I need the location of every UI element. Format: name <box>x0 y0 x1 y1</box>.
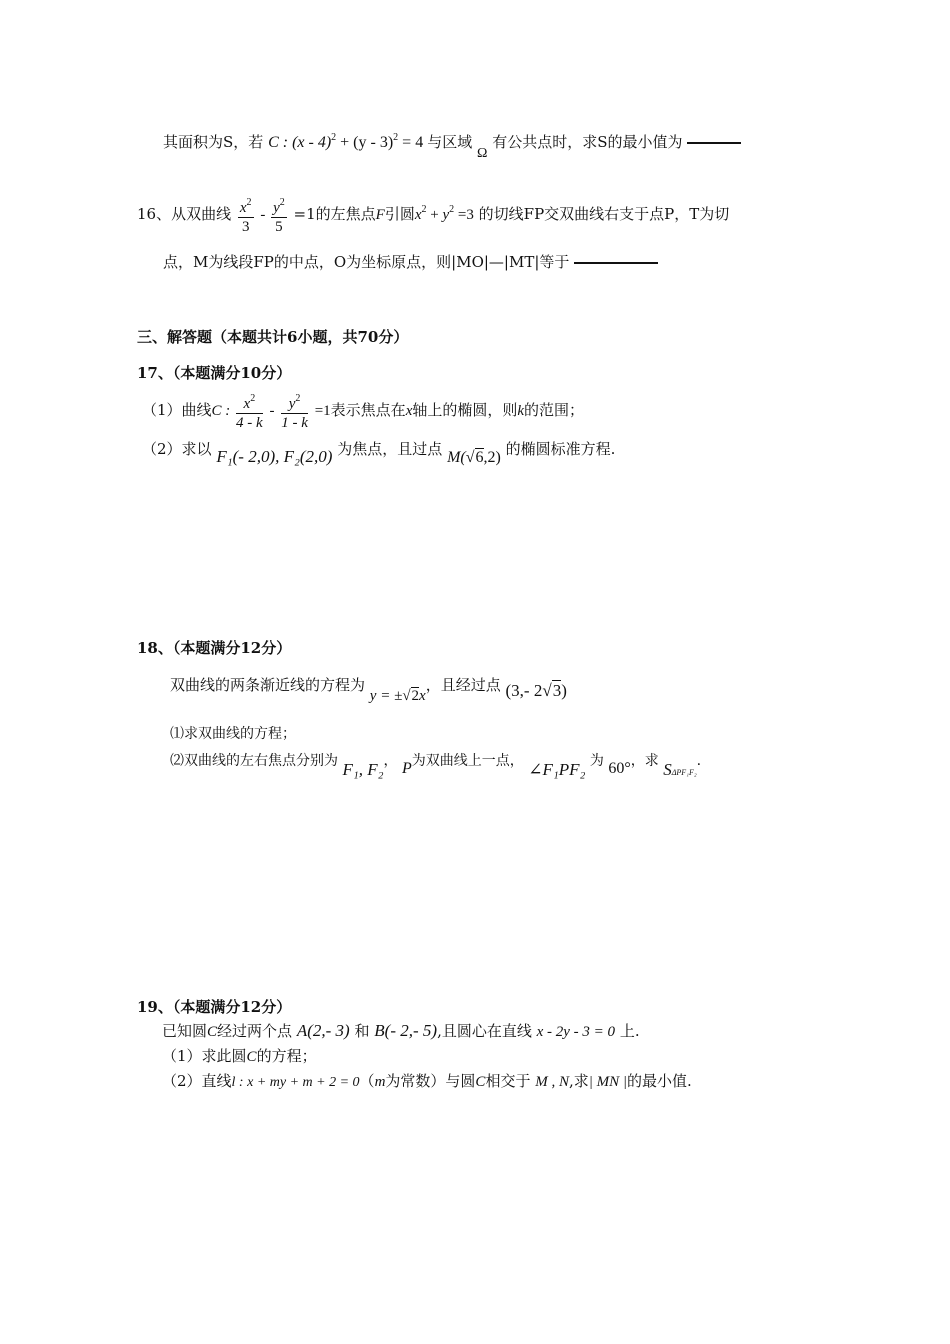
area-expression: SΔPF₁F₂ <box>663 760 697 779</box>
q16-line2: 点，M为线段FP的中点，O为坐标原点，则|MO|—|MT|等于 <box>163 251 658 273</box>
point-expression: (3,- 2√3) <box>505 681 567 700</box>
q18-part2: ⑵双曲线的左右焦点分别为 F₁, F₂， P为双曲线上一点， ∠F₁PF₂ 为 60°，求 SΔPF₁F₂. <box>170 753 702 779</box>
q18-intro: 双曲线的两条渐近线的方程为 y = ±√2x，且经过点 (3,- 2√3) <box>170 676 567 704</box>
circle-equation: C : (x - 4)$^2$ + (y - 3)$^2$ = 4 <box>268 132 424 151</box>
foci-expression: F₁(- 2,0), F₂(2,0) <box>216 447 333 466</box>
q19-header: 19、（本题满分12分） <box>137 998 292 1016</box>
q19-intro: 已知圆C经过两个点 A(2,- 3) 和 B(- 2,- 5),且圆心在直线 x - 2y - 3 = 0 上. <box>162 1021 640 1040</box>
point-M: M(√6,2) <box>447 449 501 466</box>
q19-part1: （1）求此圆C的方程； <box>162 1047 317 1065</box>
q18-part1: ⑴求双曲线的方程； <box>170 726 296 742</box>
answer-blank <box>574 262 658 264</box>
omega-symbol: Ω <box>477 146 488 161</box>
q18-header: 18、（本题满分12分） <box>137 639 292 657</box>
fraction-y2-5: $\frac{y^2}{5}$ <box>271 194 287 236</box>
q16-line1: 16、从双曲线 $\frac{x^2}{3}$ - $\frac{y^2}{5}$ =1的左焦点F引圆$x^2 + y^2 =3$ 的切线FP交双曲线右支于点P，T为切 <box>137 190 729 236</box>
fraction-x2-4-k: $\frac{x^2}{4 - k}$ <box>236 390 263 432</box>
fraction-x2-3: $\frac{x^2}{3}$ <box>238 194 254 236</box>
section-title: 三、解答题（本题共计6小题，共70分） <box>137 328 409 346</box>
asymptote-equation: y = ±√2x <box>369 688 426 704</box>
answer-blank <box>687 142 741 144</box>
angle-expression: ∠F₁PF₂ <box>528 760 586 779</box>
q17-part2: （2）求以 F₁(- 2,0), F₂(2,0) 为焦点，且过点 M(√6,2) 的椭圆标准方程. <box>142 440 616 466</box>
q15-text: 其面积为S，若 C : (x - 4)$^2$ + (y - 3)$^2$ = 4 与区域 Ω 有公共点时，求S的最小值为 <box>163 127 741 165</box>
foci-F1-F2: F₁, F₂ <box>342 760 384 779</box>
fraction-y2-1-k: $\frac{y^2}{1 - k}$ <box>281 390 308 432</box>
q19-part2: （2）直线l : x + my + m + 2 = 0（m为常数）与圆C相交于 M , N,求| MN |的最小值. <box>162 1072 692 1090</box>
q17-header: 17、（本题满分10分） <box>137 364 292 382</box>
q17-part1: （1）曲线C : $\frac{x^2}{4 - k}$ - $\frac{y^2}{1 - k}$ =1表示焦点在x轴上的椭圆，则k的范围； <box>142 390 584 432</box>
